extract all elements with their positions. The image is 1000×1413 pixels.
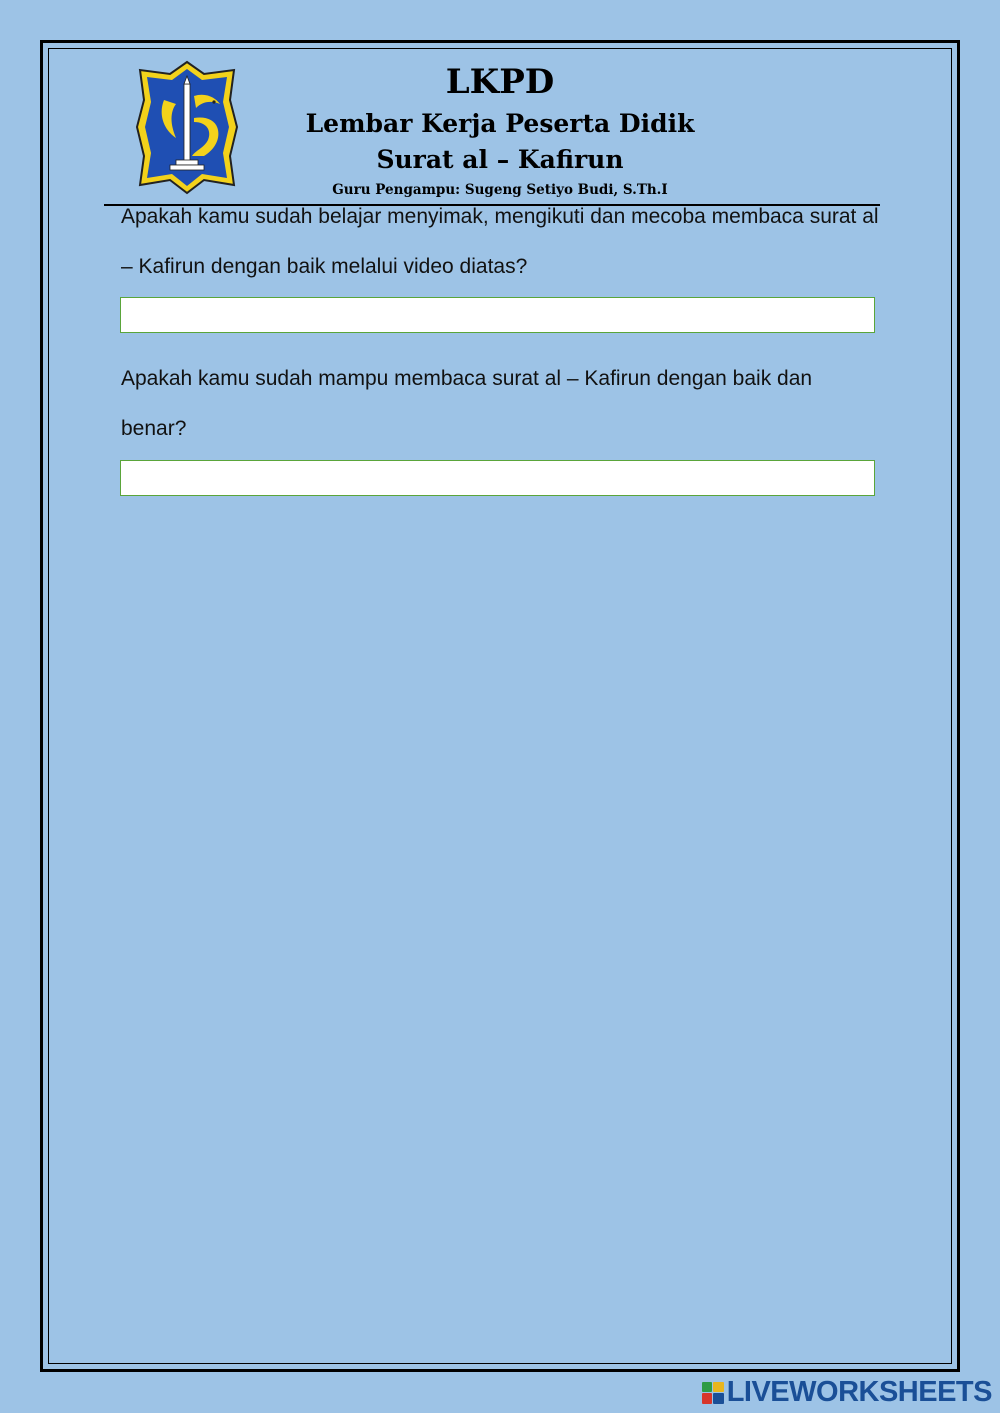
liveworksheets-logo-icon xyxy=(702,1382,724,1404)
teacher-name: Guru Pengampu: Sugeng Setiyo Budi, S.Th.I xyxy=(332,182,668,198)
question-2-text: Apakah kamu sudah mampu membaca surat al – Kafirun dengan baik dan benar? xyxy=(121,367,813,440)
brand-name: LIVEWORKSHEETS xyxy=(726,1376,992,1408)
question-1-text: Apakah kamu sudah belajar menyimak, mengikuti dan mecoba membaca surat al – Kafirun dengan baik melalui video diatas? xyxy=(121,205,879,278)
topic-title: Surat al – Kafirun xyxy=(376,145,624,174)
answer-1-field[interactable] xyxy=(120,297,875,333)
answer-2-field[interactable] xyxy=(120,460,875,496)
page-title: LKPD xyxy=(445,62,555,102)
liveworksheets-brand[interactable] xyxy=(702,1376,992,1409)
page-subtitle: Lembar Kerja Peserta Didik xyxy=(305,109,695,138)
city-crest-icon xyxy=(134,60,240,195)
